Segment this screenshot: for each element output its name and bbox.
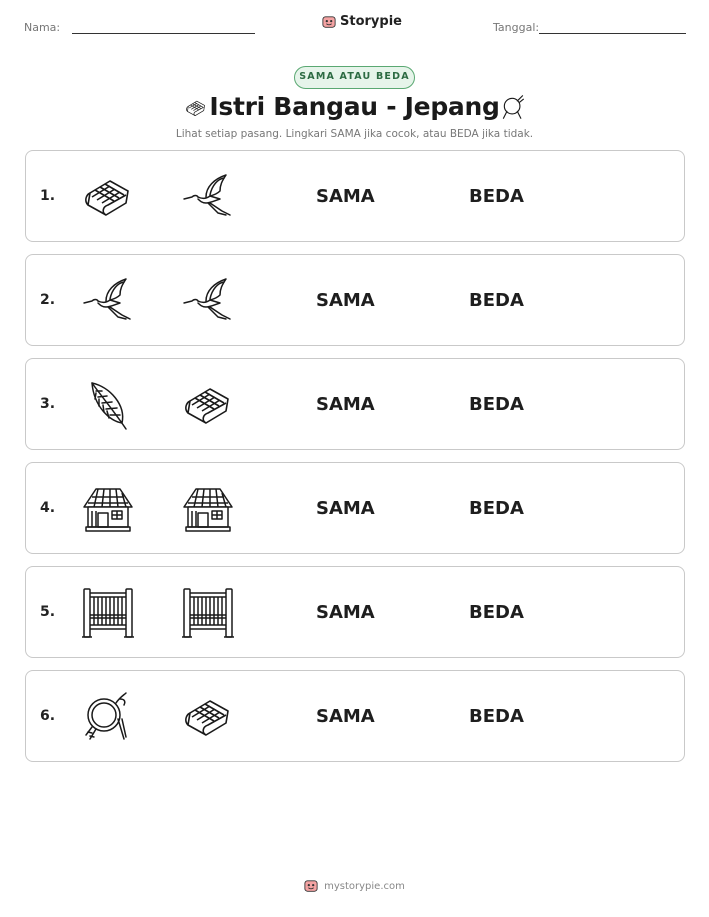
thatched-hut-icon bbox=[180, 481, 236, 537]
header-bar bbox=[24, 14, 686, 38]
storypie-logo-icon bbox=[322, 15, 336, 29]
different-option[interactable]: BEDA bbox=[469, 394, 524, 415]
exercise-row-1 bbox=[25, 150, 685, 242]
row-number: 2. bbox=[40, 292, 56, 308]
knot-rope-icon bbox=[500, 94, 526, 120]
crane-bird-icon bbox=[80, 273, 136, 329]
footer-site[interactable]: mystorypie.com bbox=[324, 880, 405, 892]
different-option[interactable]: BEDA bbox=[469, 498, 524, 519]
feather-icon bbox=[80, 377, 136, 433]
instructions: Lihat setiap pasang. Lingkari SAMA jika cocok, atau BEDA jika tidak. bbox=[175, 128, 534, 140]
name-line[interactable] bbox=[72, 33, 255, 34]
exercise-row-5 bbox=[25, 566, 685, 658]
thatched-hut-icon bbox=[80, 481, 136, 537]
row-number: 5. bbox=[40, 604, 56, 620]
exercise-row-4 bbox=[25, 462, 685, 554]
rope-coil-icon bbox=[80, 689, 136, 745]
same-option[interactable]: SAMA bbox=[316, 706, 375, 727]
same-option[interactable]: SAMA bbox=[316, 602, 375, 623]
exercise-row-6 bbox=[25, 670, 685, 762]
different-option[interactable]: BEDA bbox=[469, 186, 524, 207]
storypie-logo-icon bbox=[304, 879, 318, 893]
name-label: Nama: bbox=[24, 21, 61, 34]
row-number: 4. bbox=[40, 500, 56, 516]
row-number: 6. bbox=[40, 708, 56, 724]
exercise-list bbox=[25, 150, 685, 774]
crane-bird-icon bbox=[180, 273, 236, 329]
same-option[interactable]: SAMA bbox=[316, 394, 375, 415]
same-option[interactable]: SAMA bbox=[316, 186, 375, 207]
folded-cloth-icon bbox=[180, 689, 236, 745]
date-label: Tanggal: bbox=[493, 21, 540, 34]
brand-name: Storypie bbox=[340, 14, 402, 29]
exercise-row-3 bbox=[25, 358, 685, 450]
different-option[interactable]: BEDA bbox=[469, 290, 524, 311]
crane-bird-icon bbox=[180, 169, 236, 225]
same-option[interactable]: SAMA bbox=[316, 290, 375, 311]
page-title: Istri Bangau - Jepang bbox=[209, 92, 500, 121]
folded-cloth-icon bbox=[180, 377, 236, 433]
row-number: 1. bbox=[40, 188, 56, 204]
weaving-loom-icon bbox=[180, 585, 236, 641]
folded-cloth-icon bbox=[80, 169, 136, 225]
row-number: 3. bbox=[40, 396, 56, 412]
weaving-loom-icon bbox=[80, 585, 136, 641]
title-row bbox=[0, 92, 709, 124]
different-option[interactable]: BEDA bbox=[469, 706, 524, 727]
same-option[interactable]: SAMA bbox=[316, 498, 375, 519]
exercise-row-2 bbox=[25, 254, 685, 346]
different-option[interactable]: BEDA bbox=[469, 602, 524, 623]
brand-logo bbox=[322, 14, 402, 29]
footer bbox=[0, 879, 709, 893]
date-line[interactable] bbox=[539, 33, 686, 34]
activity-badge: SAMA ATAU BEDA bbox=[294, 66, 415, 89]
